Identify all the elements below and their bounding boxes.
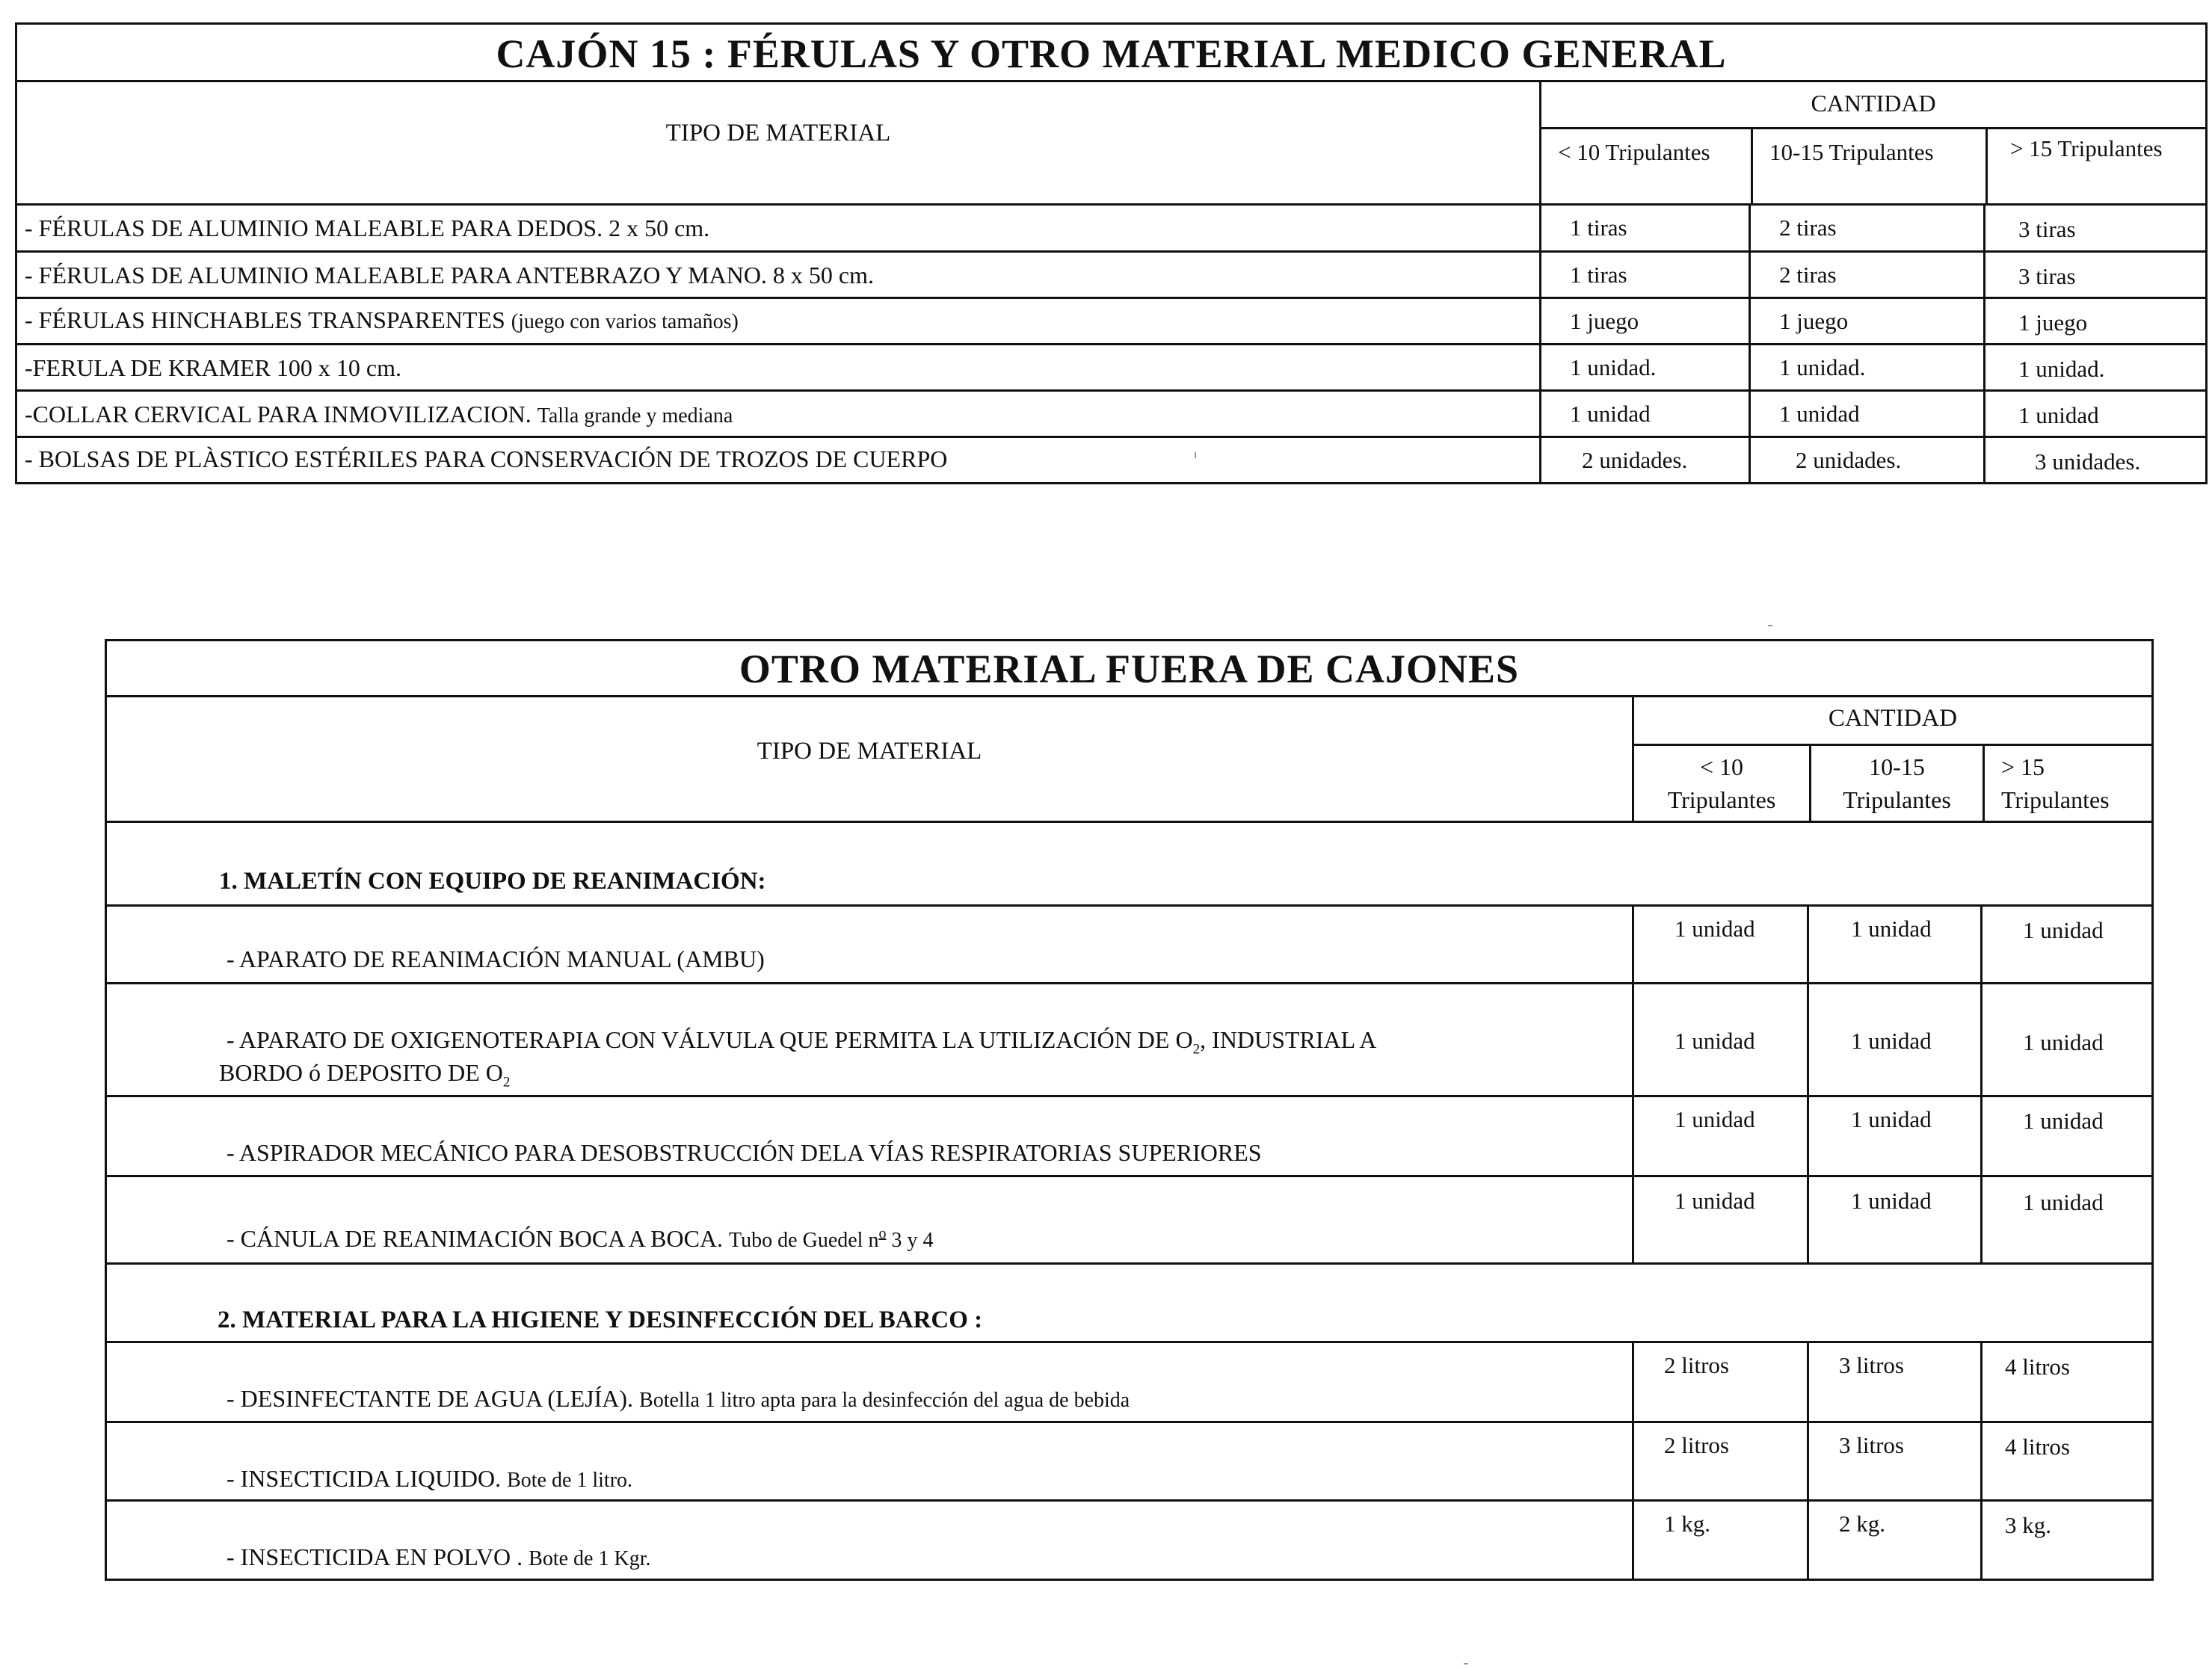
sub-header-lt10: < 10 Tripulantes: [1558, 139, 1710, 165]
table-row: [107, 1421, 2151, 1499]
item-label: -COLLAR CERVICAL PARA INMOVILIZACION. Talla grande y mediana: [25, 401, 733, 428]
qty-10-15: 2 tiras: [1779, 262, 1837, 288]
qty-10-15: 1 unidad.: [1779, 354, 1866, 380]
qty-gt15: 3 unidades.: [2035, 448, 2141, 475]
item-label: -FERULA DE KRAMER 100 x 10 cm.: [25, 354, 401, 381]
sub-header-10-15: 10-15 Tripulantes: [1809, 746, 1983, 821]
table2-header: [107, 695, 2151, 821]
qty-lt10: 1 unidad.: [1570, 354, 1657, 380]
item-label: - INSECTICIDA EN POLVO . Bote de 1 Kgr.: [227, 1543, 651, 1570]
item-label: - APARATO DE REANIMACIÓN MANUAL (AMBU): [227, 945, 765, 972]
qty-lt10: 1 unidad: [1675, 1106, 1755, 1132]
table-cajon-15: [15, 22, 2208, 484]
table-row: [107, 1175, 2151, 1262]
qty-10-15: 1 unidad: [1851, 916, 1932, 942]
item-label: - CÁNULA DE REANIMACIÓN BOCA A BOCA. Tubo de Guedel $n^o$ 3 y 4: [227, 1225, 934, 1252]
qty-lt10: 1 kg.: [1664, 1511, 1710, 1537]
qty-10-15: 1 unidad: [1851, 1106, 1932, 1132]
sub-header-gt15: > 15 Tripulantes: [1985, 129, 2205, 203]
cantidad-header: CANTIDAD: [1828, 705, 1958, 732]
qty-10-15: 1 unidad: [1851, 1028, 1932, 1054]
table-row: [17, 343, 2205, 389]
table1-title: CAJÓN 15 : FÉRULAS Y OTRO MATERIAL MEDICO GENERAL: [496, 31, 1727, 76]
item-label: - FÉRULAS HINCHABLES TRANSPARENTES (juego con varios tamaños): [25, 306, 739, 333]
qty-gt15: 3 tiras: [2018, 216, 2076, 242]
table-row: [17, 436, 2205, 482]
qty-gt15: 1 juego: [2018, 309, 2088, 336]
qty-lt10: 2 litros: [1664, 1352, 1729, 1378]
table-row: [107, 904, 2151, 982]
qty-10-15: 1 unidad: [1779, 401, 1860, 427]
table-row: [107, 1341, 2151, 1421]
qty-10-15: 3 litros: [1839, 1352, 1904, 1378]
sub-header-gt15: > 15 Tripulantes: [1983, 746, 2151, 821]
material-header-cell: [107, 697, 1632, 821]
item-label: - ASPIRADOR MECÁNICO PARA DESOBSTRUCCIÓN DELA VÍAS RESPIRATORIAS SUPERIORES: [227, 1139, 1262, 1166]
qty-lt10: 1 unidad: [1675, 916, 1755, 942]
section-heading: 1. MALETÍN CON EQUIPO DE REANIMACIÓN:: [219, 868, 766, 895]
qty-gt15: 3 tiras: [2018, 263, 2076, 289]
qty-lt10: 1 unidad: [1675, 1188, 1755, 1214]
sub-header-10-15: 10-15 Tripulantes: [1751, 129, 1985, 203]
qty-lt10: 1 unidad: [1675, 1028, 1755, 1054]
qty-lt10: 2 litros: [1664, 1432, 1729, 1458]
item-label: - FÉRULAS DE ALUMINIO MALEABLE PARA ANTEBRAZO Y MANO. 8 x 50 cm.: [25, 262, 875, 289]
table1-header: [17, 80, 2205, 203]
qty-gt15: 1 unidad: [2023, 917, 2104, 943]
table2-title: OTRO MATERIAL FUERA DE CAJONES: [739, 647, 1520, 691]
material-header: TIPO DE MATERIAL: [757, 738, 982, 765]
qty-gt15: 1 unidad: [2023, 1108, 2104, 1134]
scan-speck: [1195, 452, 1196, 458]
cantidad-header-cell: [1539, 82, 2205, 203]
item-label: - FÉRULAS DE ALUMINIO MALEABLE PARA DEDOS. 2 x 50 cm.: [25, 215, 710, 241]
sub-header-lt10: < 10 Tripulantes: [1667, 753, 1776, 813]
qty-10-15: 1 unidad: [1851, 1188, 1932, 1214]
qty-lt10: 1 unidad: [1570, 401, 1651, 427]
item-label-continued: BORDO ó DEPOSITO DE $O_2$: [219, 1059, 511, 1090]
material-header-cell: [17, 82, 1539, 203]
table-row: [17, 297, 2205, 343]
qty-10-15: 1 juego: [1779, 308, 1849, 334]
table-row: [107, 982, 2151, 1095]
item-label: - APARATO DE OXIGENOTERAPIA CON VÁLVULA QUE PERMITA LA UTILIZACIÓN DE $O_2$, INDUSTRIAL A: [227, 1026, 1377, 1058]
qty-gt15: 1 unidad: [2018, 402, 2099, 428]
qty-lt10: 1 tiras: [1570, 262, 1627, 288]
qty-10-15: 2 tiras: [1779, 215, 1837, 241]
qty-gt15: 4 litros: [2005, 1434, 2070, 1460]
table-row: [107, 1499, 2151, 1579]
table-row: [17, 203, 2205, 250]
item-label: - BOLSAS DE PLÀSTICO ESTÉRILES PARA CONSERVACIÓN DE TROZOS DE CUERPO: [25, 445, 948, 472]
cantidad-header-cell: [1632, 697, 2151, 821]
section-row: [107, 1262, 2151, 1341]
item-label: - DESINFECTANTE DE AGUA (LEJÍA). Botella 1 litro apta para la desinfección del agua de bebida: [227, 1385, 1130, 1412]
table-row: [17, 250, 2205, 297]
cantidad-header: CANTIDAD: [1811, 90, 1936, 117]
qty-lt10: 1 tiras: [1570, 215, 1627, 241]
qty-lt10: 1 juego: [1570, 308, 1639, 334]
section-row: [107, 821, 2151, 904]
scan-speck: [1464, 1663, 1468, 1665]
qty-gt15: 4 litros: [2005, 1354, 2070, 1380]
qty-gt15: 3 kg.: [2005, 1512, 2051, 1538]
qty-lt10: 2 unidades.: [1582, 447, 1688, 473]
section-heading: 2. MATERIAL PARA LA HIGIENE Y DESINFECCIÓN DEL BARCO :: [218, 1306, 983, 1333]
table-row: [107, 1095, 2151, 1175]
table-otro-material: [105, 639, 2154, 1581]
table-row: [17, 389, 2205, 436]
qty-gt15: 1 unidad: [2023, 1189, 2104, 1215]
material-header: TIPO DE MATERIAL: [665, 120, 891, 146]
qty-10-15: 2 kg.: [1839, 1511, 1885, 1537]
qty-gt15: 1 unidad.: [2018, 356, 2105, 382]
qty-10-15: 2 unidades.: [1796, 447, 1902, 473]
scan-speck: [1768, 625, 1772, 626]
qty-gt15: 1 unidad: [2023, 1029, 2104, 1055]
qty-10-15: 3 litros: [1839, 1432, 1904, 1458]
item-label: - INSECTICIDA LIQUIDO. Bote de 1 litro.: [227, 1465, 633, 1492]
